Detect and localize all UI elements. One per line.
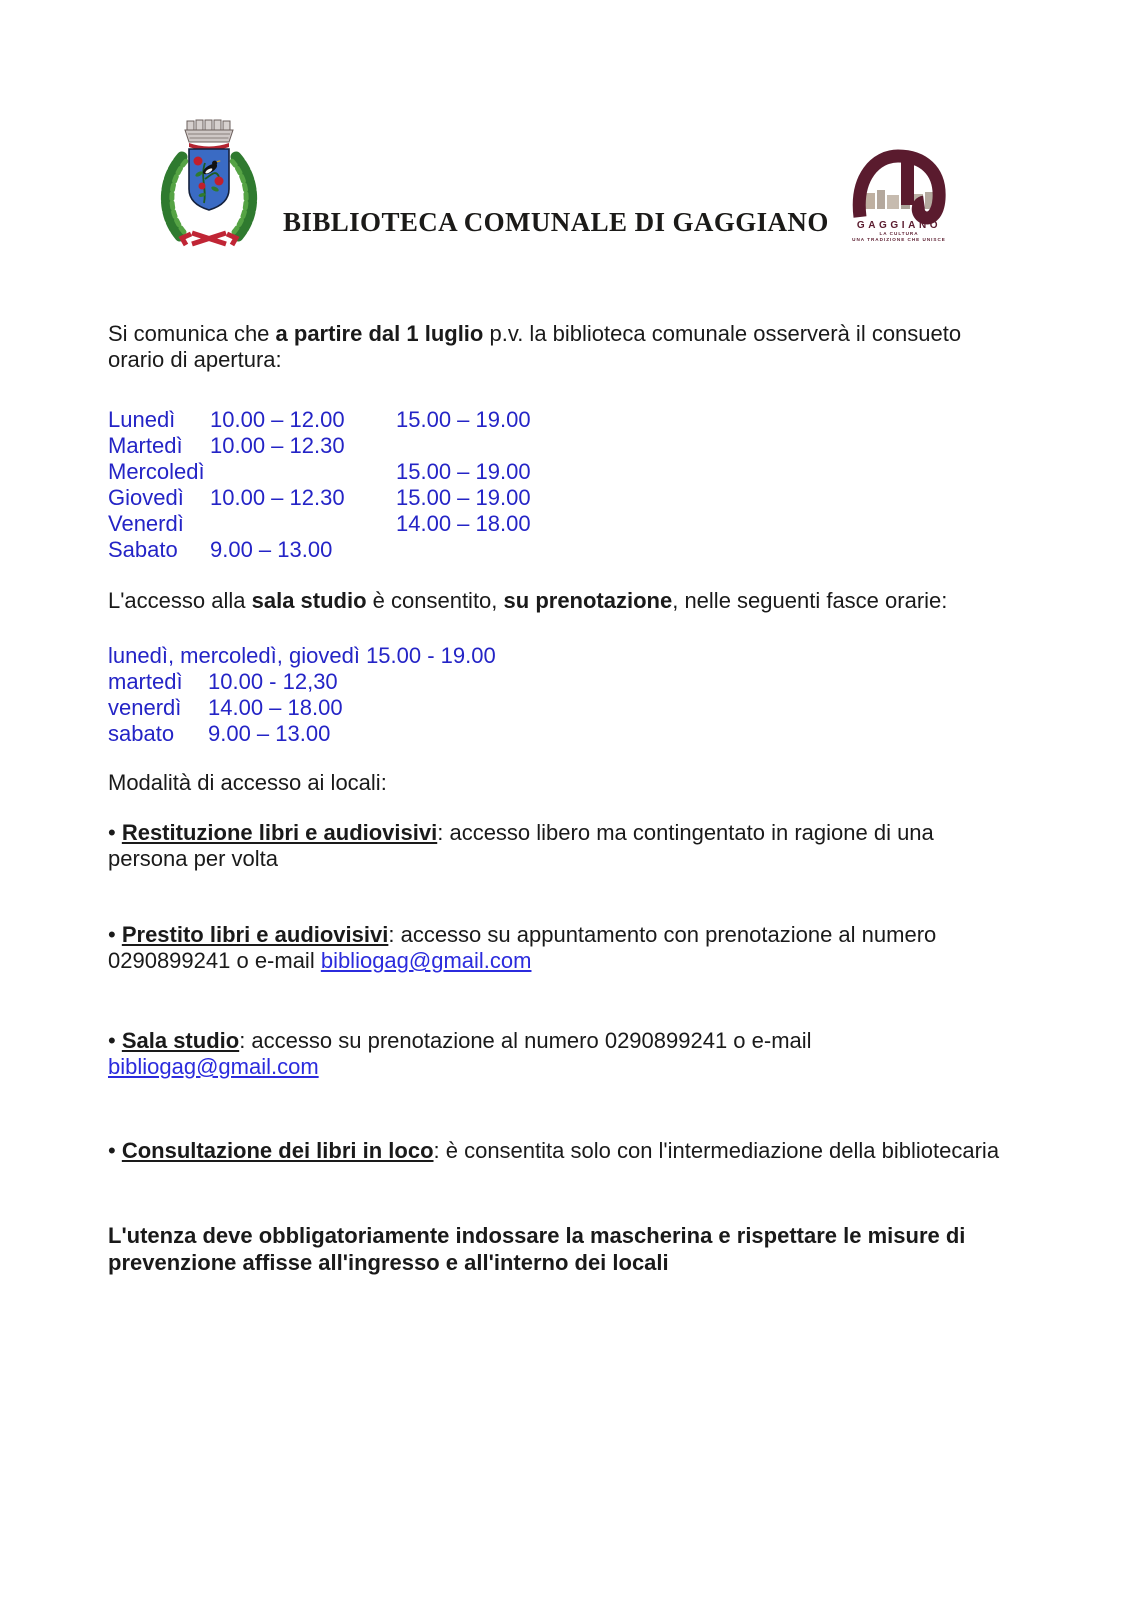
access-item <box>108 820 1003 872</box>
ribbon-icon <box>182 233 236 245</box>
day-label: Giovedì <box>108 485 184 510</box>
study-slot-row <box>108 695 1003 721</box>
access-item-title: Prestito libri e audiovisivi <box>121 922 389 947</box>
access-item <box>108 922 1003 974</box>
day-label: Sabato <box>108 537 178 562</box>
afternoon-hours: 14.00 – 18.00 <box>396 511 531 536</box>
bullet-marker: • <box>108 922 122 947</box>
afternoon-hours: 15.00 – 19.00 <box>396 485 531 510</box>
bullet-marker: • <box>108 820 122 845</box>
email-link[interactable]: bibliogag@gmail.com <box>108 1054 319 1079</box>
shield-icon <box>189 149 229 210</box>
logo-tagline-2: UNA TRADIZIONE CHE UNISCE <box>852 237 946 242</box>
study-text-end: , nelle seguenti fasce orarie: <box>672 588 948 613</box>
opening-hours-row <box>108 537 1003 563</box>
slot-days: lunedì, mercoledì, giovedì <box>108 643 360 668</box>
access-heading: Modalità di accesso ai locali: <box>108 770 387 795</box>
slot-days: sabato <box>108 721 175 746</box>
study-slot-row <box>108 643 1003 669</box>
afternoon-hours: 15.00 – 19.00 <box>396 459 531 484</box>
day-label: Martedì <box>108 433 183 458</box>
access-item-title: Sala studio <box>121 1028 240 1053</box>
day-label: Lunedì <box>108 407 176 432</box>
day-label: Venerdì <box>108 511 184 536</box>
access-item-text: : accesso libero ma contingentato in ragione di una persona per volta <box>108 820 934 871</box>
mask-notice: L'utenza deve obbligatoriamente indossare la mascherina e rispettare le misure di prevenzione affisse all'ingresso e all'interno dei locali <box>108 1223 966 1275</box>
intro-text-end: p.v. la biblioteca comunale osserverà il consueto orario di apertura: <box>108 321 962 372</box>
access-item-text: : è consentita solo con l'intermediazione della bibliotecaria <box>433 1138 1000 1163</box>
opening-hours-row <box>108 511 1003 537</box>
municipal-coat-of-arms-icon <box>158 117 260 247</box>
study-text-mid: è consentito, <box>366 588 504 613</box>
document-body <box>108 321 1003 1276</box>
study-text-start: L'accesso alla <box>108 588 252 613</box>
study-slot-row <box>108 721 1003 747</box>
afternoon-hours: 15.00 – 19.00 <box>396 407 531 432</box>
slot-time: 10.00 - 12,30 <box>208 669 338 694</box>
access-item-title: Restituzione libri e audiovisivi <box>121 820 438 845</box>
access-item-text: : accesso su appuntamento con prenotazione al numero 0290899241 o e-mail <box>108 922 937 973</box>
bullet-marker: • <box>108 1138 122 1163</box>
study-room-paragraph <box>108 588 1003 614</box>
email-link[interactable]: bibliogag@gmail.com <box>320 948 532 973</box>
mural-crown-icon <box>185 120 233 151</box>
page-title: BIBLIOTECA COMUNALE DI GAGGIANO <box>283 207 829 237</box>
morning-hours: 9.00 – 13.00 <box>210 537 333 562</box>
study-room-slots <box>108 643 1003 747</box>
bullet-marker: • <box>108 1028 122 1053</box>
morning-hours: 10.00 – 12.30 <box>210 485 345 510</box>
access-items <box>108 820 1003 1164</box>
opening-hours-row <box>108 459 1003 485</box>
logo-tagline-1: LA CULTURA <box>879 231 919 236</box>
access-item <box>108 1138 1003 1164</box>
opening-hours-table <box>108 407 1003 563</box>
day-label: Mercoledì <box>108 459 205 484</box>
logo-wordmark: GAGGIANO <box>856 220 942 231</box>
slot-time: 15.00 - 19.00 <box>366 643 496 668</box>
intro-paragraph <box>108 321 1003 373</box>
morning-hours: 10.00 – 12.00 <box>210 407 345 432</box>
gaggiano-logo <box>843 143 955 243</box>
access-item <box>108 1028 1003 1080</box>
access-item-title: Consultazione dei libri in loco <box>121 1138 434 1163</box>
opening-hours-row <box>108 407 1003 433</box>
slot-days: martedì <box>108 669 183 694</box>
opening-hours-row <box>108 485 1003 511</box>
study-text-bold-1: sala studio <box>251 588 367 613</box>
intro-text-bold: a partire dal 1 luglio <box>275 321 484 346</box>
study-slot-row <box>108 669 1003 695</box>
study-text-bold-2: su prenotazione <box>503 588 673 613</box>
slot-time: 9.00 – 13.00 <box>208 721 331 746</box>
access-item-text: : accesso su prenotazione al numero 0290899241 o e-mail <box>239 1028 812 1053</box>
opening-hours-row <box>108 433 1003 459</box>
slot-time: 14.00 – 18.00 <box>208 695 343 720</box>
intro-text-start: Si comunica che <box>108 321 276 346</box>
morning-hours: 10.00 – 12.30 <box>210 433 345 458</box>
slot-days: venerdì <box>108 695 182 720</box>
